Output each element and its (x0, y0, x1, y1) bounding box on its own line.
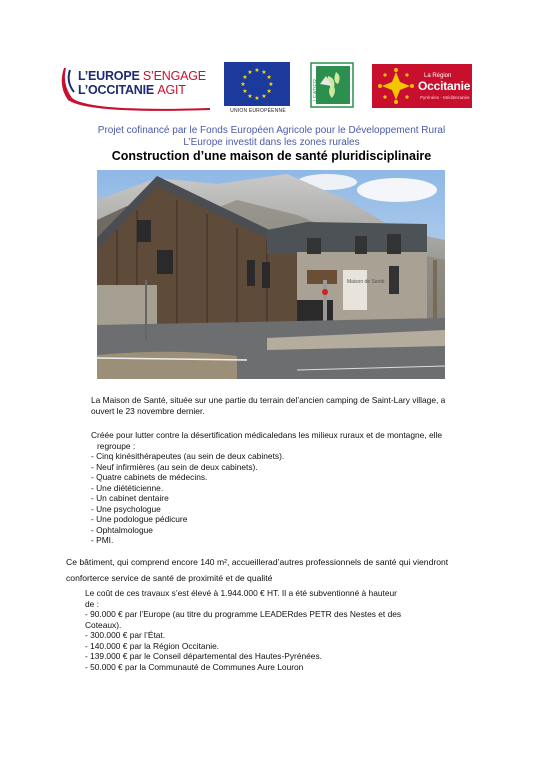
cofinancing-notice (0, 125, 543, 149)
eu-star-icon: ★ (242, 75, 248, 81)
funding-line-2: de : (85, 598, 99, 609)
cofinancing-line-2: L’Europe investit dans les zones rurales (183, 137, 360, 148)
eu-star-icon: ★ (261, 69, 267, 76)
eu-star-icon: ★ (240, 82, 246, 88)
photo-sign-text: Maison de Santé (347, 279, 385, 285)
eu-star-icon: ★ (254, 96, 260, 102)
list-item: - 300.000 € par l’État. (85, 630, 166, 640)
region-small-label: La Région (424, 73, 452, 79)
list-item: - 90.000 € par l’Europe (au titre du programme LEADERdes PETR des Nestes et des (85, 609, 402, 619)
purpose-line-1: Créée pour lutter contre la désertification médicaledans les milieux ruraux et de montagne, elle (91, 430, 443, 440)
list-item: - Neuf infirmières (au sein de deux cabinets). (91, 461, 258, 472)
eu-flag-logo (224, 62, 292, 120)
eu-star-icon: ★ (254, 68, 260, 74)
europe-occitanie-logo: L’EUROPE S’ENGAGE L’OCCITANIE AGIT (58, 66, 210, 108)
building-line-2: conforterce service de santé de proximité et de qualité (66, 573, 273, 583)
list-item: - Une podologue pédicure (91, 514, 188, 524)
logo-bar (58, 62, 478, 120)
list-item: - Une diététicienne. (91, 482, 164, 493)
occitan-cross-icon (376, 66, 416, 106)
building-photo (97, 170, 445, 379)
list-item: - Cinq kinésithérapeutes (au sein de deux cabinets). (91, 451, 285, 461)
list-item: - 50.000 € par la Communauté de Communes Aure Louron (85, 661, 304, 672)
eu-star-icon: ★ (266, 75, 272, 81)
page-title: Construction d’une maison de santé pluridisciplinaire (111, 149, 432, 163)
list-item: - Une psychologue (91, 503, 161, 514)
funding-paragraph (85, 588, 401, 672)
eu-star-icon: ★ (247, 94, 253, 101)
list-item: Coteaux). (85, 619, 122, 630)
building-line-1: Ce bâtiment, qui comprend encore 140 m², accueillerad’autres professionnels de santé qui viendront (66, 557, 449, 567)
list-item: - 139.000 € par le Conseil départemental des Hautes-Pyrénées. (85, 651, 322, 661)
region-tagline: Pyrénées - Méditerranée (420, 95, 470, 100)
eu-star-icon: ★ (242, 89, 248, 95)
purpose-line-2: regroupe : (97, 440, 136, 451)
leader-logo (310, 62, 354, 108)
eu-star-icon: ★ (247, 69, 253, 76)
region-occitanie-logo (372, 64, 472, 108)
eu-logo-caption: UNION EUROPÉENNE (230, 108, 286, 114)
intro-line-1: La Maison de Santé, située sur une partie du terrain del’ancien camping de Saint-Lary village, a (91, 395, 446, 405)
list-item: - 140.000 € par la Région Occitanie. (85, 640, 220, 651)
cofinancing-line-1: Projet cofinancé par le Fonds Européen Agricole pour le Développement Rural (97, 125, 446, 136)
funding-line-1: Le coût de ces travaux s’est élevé à 1.944.000 € HT. Il a été subventionné à hauteur (85, 588, 397, 598)
list-item: - Quatre cabinets de médecins. (91, 472, 208, 482)
eu-flag-icon (224, 62, 290, 106)
list-item: - PMI. (91, 535, 114, 545)
purpose-paragraph (91, 430, 442, 546)
intro-paragraph (91, 395, 445, 416)
leader-text: LEADER (313, 78, 319, 101)
region-name: Occitanie (418, 79, 471, 93)
eu-star-icon: ★ (261, 94, 267, 101)
intro-line-2: ouvert le 23 novembre dernier. (91, 405, 205, 416)
list-item: - Un cabinet dentaire (91, 493, 169, 503)
eu-star-icon: ★ (268, 82, 274, 88)
building-paragraph (66, 554, 448, 586)
list-item: - Ophtalmologue (91, 524, 153, 535)
eu-star-icon: ★ (266, 89, 272, 95)
